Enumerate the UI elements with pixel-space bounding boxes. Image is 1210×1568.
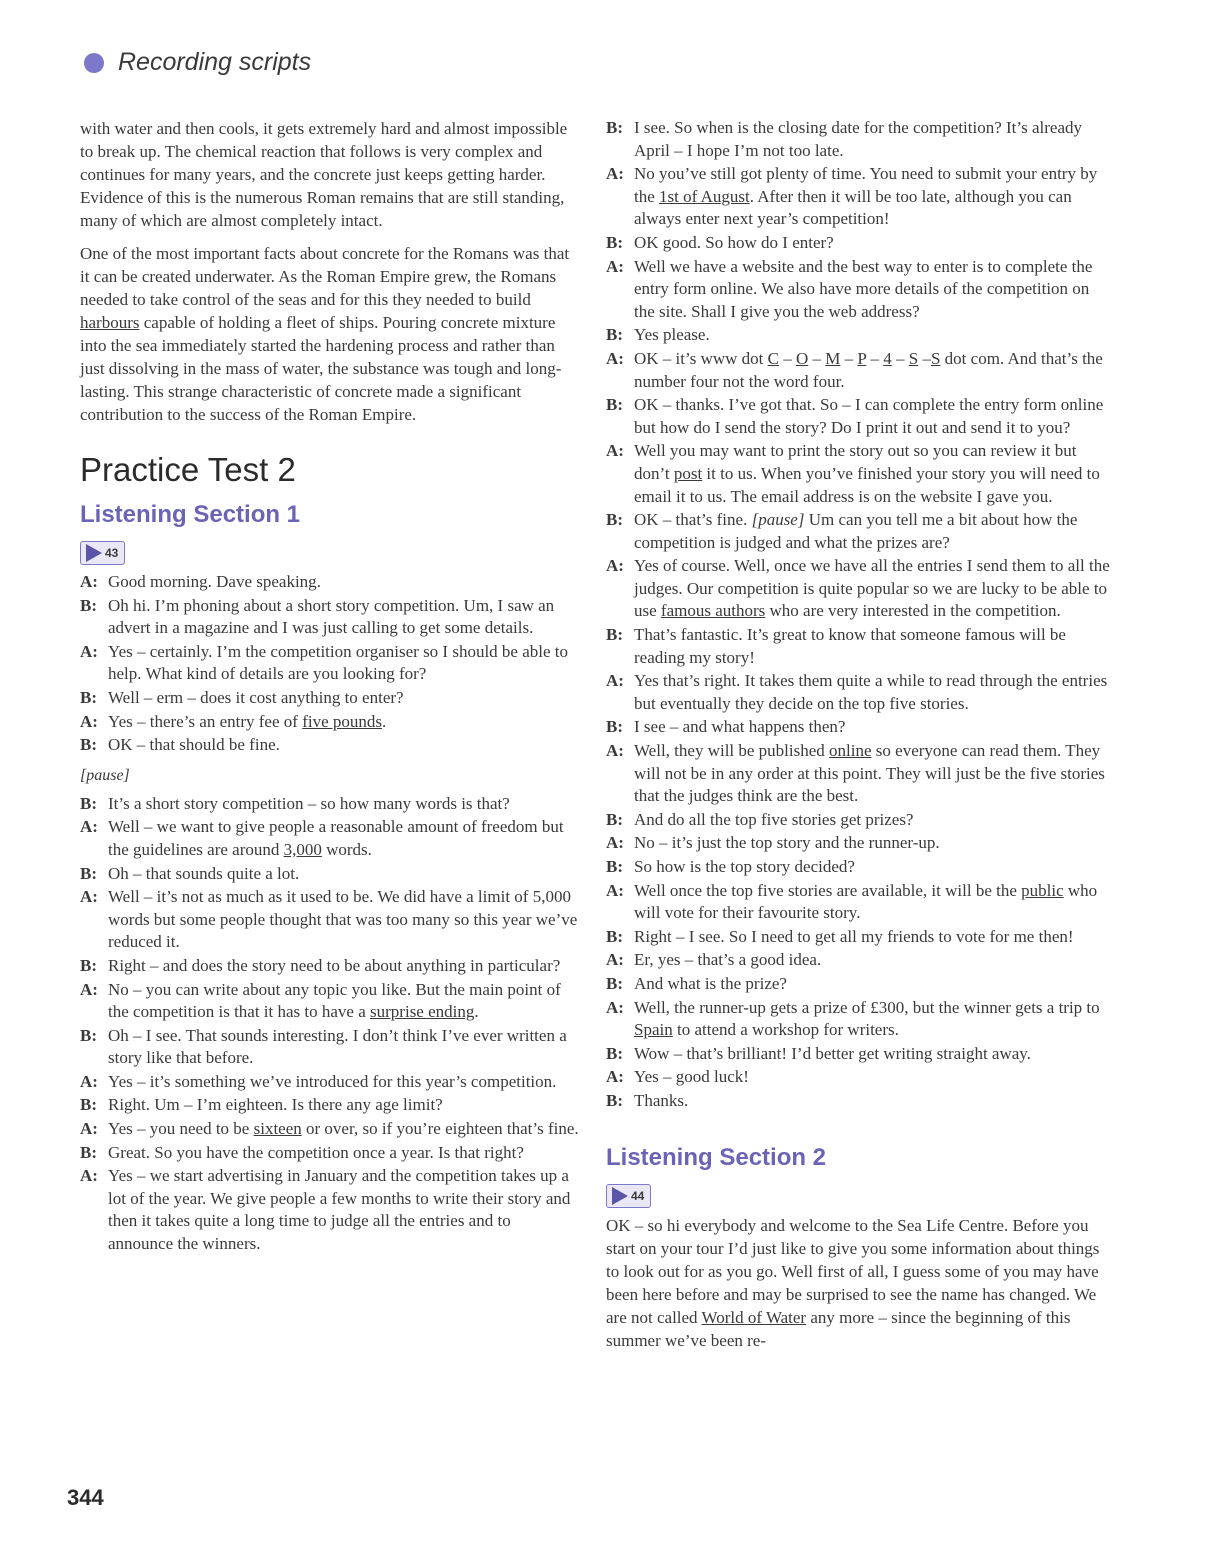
speaker-label: B: (80, 955, 97, 975)
speaker-label: A: (606, 997, 624, 1017)
dialogue-text: OK – that’s fine. [pause] Um can you tell me a bit about how the competition is judged and what the prizes are? (634, 510, 1078, 552)
speaker-label: A: (80, 572, 98, 591)
dialogue-line (606, 1066, 1111, 1089)
speaker-label: B: (606, 118, 623, 137)
test-title: Practice Test 2 (80, 451, 296, 488)
speaker-label: B: (606, 809, 623, 829)
speaker-label: A: (606, 256, 624, 276)
dialogue-text: Right – I see. So I need to get all my friends to vote for me then! (634, 926, 1074, 946)
dialogue-line (80, 711, 580, 734)
speaker-label: A: (80, 979, 98, 999)
dialogue-line (606, 716, 1111, 739)
intro-paragraph: with water and then cools, it gets extremely hard and almost impossible to break up. The chemical reaction that follows is very complex and continues for many years, and the concrete just keeps getting harder. Evidence of this is the numerous Roman remains that are still standing, many of which are almost completely intact. (80, 119, 568, 230)
speaker-label: A: (606, 1067, 624, 1087)
dialogue-line (80, 793, 580, 816)
speaker-label: A: (606, 950, 624, 970)
dialogue-text: Oh hi. I’m phoning about a short story competition. Um, I saw an advert in a magazine and I was just calling to get some details. (108, 595, 555, 638)
section-heading: Listening Section 2 (606, 1143, 827, 1171)
page-header (84, 48, 311, 77)
speaker-label: B: (606, 510, 623, 530)
dialogue-line (606, 949, 1111, 972)
dialogue-block (80, 793, 580, 1256)
dialogue-text: No – you can write about any topic you like. But the main point of the competition is that it has to have a surprise ending. (108, 979, 561, 1022)
pause-marker: [pause] (80, 766, 130, 784)
page-number: 344 (67, 1485, 104, 1510)
dialogue-line (80, 816, 580, 861)
dialogue-line (80, 863, 580, 886)
bullet-dot-icon (84, 53, 104, 73)
dialogue-line (606, 324, 1111, 347)
dialogue-line (606, 555, 1111, 623)
speaker-label: B: (606, 717, 623, 737)
speaker-label: B: (80, 863, 97, 883)
speaker-label: A: (80, 1119, 98, 1139)
dialogue-text: Er, yes – that’s a good idea. (634, 950, 822, 970)
speaker-label: A: (606, 164, 624, 184)
speaker-label: B: (606, 1090, 623, 1110)
dialogue-text: Well we have a website and the best way to enter is to complete the entry form online. We also have more details of the competition on the site. Shall I give you the web address? (634, 256, 1093, 321)
speaker-label: A: (606, 671, 624, 691)
dialogue-line (80, 687, 580, 710)
dialogue-text: Right. Um – I’m eighteen. Is there any age limit? (108, 1095, 443, 1115)
speaker-label: B: (80, 735, 97, 755)
dialogue-text: OK – that should be fine. (108, 735, 280, 755)
body-paragraph: OK – so hi everybody and welcome to the Sea Life Centre. Before you start on your tour I’d just like to give you some information about things to look out for as you go. Well first of all, I guess some of you may have been here before and may be surprised to see the name has changed. We are not called World of Water any more – since the beginning of this summer we’ve been re- (606, 1215, 1100, 1350)
play-icon (612, 1187, 628, 1205)
speaker-label: A: (606, 348, 624, 368)
dialogue-text: Oh – I see. That sounds interesting. I don’t think I’ve ever written a story like that before. (108, 1025, 567, 1068)
dialogue-line (80, 979, 580, 1024)
speaker-label: B: (606, 395, 623, 415)
dialogue-line (80, 1142, 580, 1165)
dialogue-line (606, 740, 1111, 808)
play-icon (86, 544, 102, 562)
dialogue-line (80, 955, 580, 978)
dialogue-line (80, 595, 580, 640)
dialogue-text: So how is the top story decided? (634, 857, 855, 876)
dialogue-text: OK – it’s www dot C – O – M – P – 4 – S –S dot com. And that’s the number four not the word four. (634, 348, 1103, 391)
dialogue-line (606, 232, 1111, 255)
speaker-label: B: (606, 857, 623, 876)
dialogue-text: Well once the top five stories are available, it will be the public who will vote for their favourite story. (634, 880, 1098, 923)
dialogue-text: Yes – it’s something we’ve introduced for this year’s competition. (108, 1071, 557, 1091)
dialogue-line (606, 856, 1111, 879)
dialogue-text: Right – and does the story need to be about anything in particular? (108, 955, 561, 975)
dialogue-line (80, 1118, 580, 1141)
dialogue-line (606, 624, 1111, 669)
dialogue-text: Oh – that sounds quite a lot. (108, 863, 300, 883)
dialogue-text: Well, the runner-up gets a prize of £300, but the winner gets a trip to Spain to attend a workshop for writers. (634, 997, 1100, 1040)
dialogue-text: Yes that’s right. It takes them quite a while to read through the entries but eventually they decide on the top five stories. (634, 671, 1108, 713)
speaker-label: A: (80, 887, 98, 907)
dialogue-line (606, 394, 1111, 439)
dialogue-text: Yes please. (634, 325, 710, 345)
dialogue-line (606, 1090, 1111, 1113)
dialogue-text: And what is the prize? (634, 973, 787, 993)
dialogue-line (606, 973, 1111, 996)
speaker-label: A: (606, 741, 624, 761)
dialogue-line (80, 734, 580, 757)
dialogue-line (606, 809, 1111, 832)
speaker-label: B: (80, 595, 97, 615)
dialogue-text: Well – we want to give people a reasonable amount of freedom but the guidelines are around 3,000 words. (108, 817, 564, 859)
dialogue-text: I see – and what happens then? (634, 717, 846, 737)
speaker-label: B: (606, 232, 623, 252)
dialogue-line (606, 117, 1111, 162)
dialogue-block (80, 571, 580, 757)
speaker-label: B: (606, 625, 623, 645)
dialogue-text: Well you may want to print the story out so you can review it but don’t post it to us. When you’ve finished your story you will need to email it to us. The email address is on the website I gave you. (634, 441, 1100, 506)
speaker-label: A: (80, 641, 98, 661)
dialogue-line (606, 163, 1111, 231)
dialogue-text: Yes of course. Well, once we have all the entries I send them to all the judges. Our competition is quite popular so we are lucky to be able to use famous authors who are very interested in the competition. (634, 556, 1110, 621)
dialogue-line (606, 926, 1111, 949)
dialogue-text: Yes – certainly. I’m the competition organiser so I should be able to help. What kind of details are you looking for? (108, 641, 569, 684)
speaker-label: B: (606, 926, 623, 946)
speaker-label: B: (80, 793, 97, 813)
dialogue-text: Well, they will be published online so everyone can read them. They will not be in any order at this point. They will just be the five stories that the judges think are the best. (634, 741, 1105, 806)
track-number: 44 (631, 1188, 645, 1203)
speaker-label: A: (606, 441, 624, 461)
dialogue-text: Yes – good luck! (634, 1067, 749, 1087)
dialogue-line (606, 348, 1111, 393)
dialogue-line (80, 1025, 580, 1070)
intro-paragraph: One of the most important facts about concrete for the Romans was that it can be created underwater. As the Roman Empire grew, the Romans needed to take control of the seas and for this they needed to build harbours capable of holding a fleet of ships. Pouring concrete mixture into the sea immediately started the hardening process and rather than just dissolving in the mass of water, the substance was tough and long-lasting. This strange characteristic of concrete made a significant contribution to the success of the Roman Empire. (80, 244, 570, 424)
left-column (80, 117, 580, 1257)
speaker-label: A: (80, 711, 98, 731)
dialogue-text: Yes – we start advertising in January and the competition takes up a lot of the year. We give people a few months to write their story and then it takes quite a long time to judge all the entries and to announce the winners. (108, 1166, 571, 1254)
dialogue-line (80, 641, 580, 686)
dialogue-text: Yes – there’s an entry fee of five pounds. (108, 711, 387, 731)
speaker-label: B: (80, 687, 97, 707)
audio-track-button[interactable] (80, 541, 125, 565)
dialogue-text: Good morning. Dave speaking. (108, 572, 321, 591)
dialogue-text: No you’ve still got plenty of time. You need to submit your entry by the 1st of August. After then it will be too late, although you can always enter next year’s competition! (634, 164, 1098, 229)
dialogue-line (80, 1165, 580, 1255)
speaker-label: A: (80, 817, 98, 837)
dialogue-text: Thanks. (634, 1090, 689, 1110)
speaker-label: A: (80, 1071, 98, 1091)
speaker-label: B: (606, 325, 623, 345)
speaker-label: B: (80, 1142, 97, 1162)
dialogue-line (606, 880, 1111, 925)
dialogue-line (606, 670, 1111, 715)
speaker-label: A: (606, 833, 624, 853)
dialogue-text: Great. So you have the competition once a year. Is that right? (108, 1142, 524, 1162)
dialogue-text: Well – it’s not as much as it used to be. We did have a limit of 5,000 words but some people thought that was too many so this year we’ve reduced it. (108, 887, 578, 952)
dialogue-line (606, 832, 1111, 855)
speaker-label: A: (606, 556, 624, 576)
dialogue-line (80, 886, 580, 954)
dialogue-text: Well – erm – does it cost anything to enter? (108, 687, 404, 707)
dialogue-text: It’s a short story competition – so how many words is that? (108, 793, 510, 813)
dialogue-text: I see. So when is the closing date for the competition? It’s already April – I hope I’m not too late. (634, 118, 1083, 160)
track-number: 43 (105, 546, 119, 560)
speaker-label: B: (606, 973, 623, 993)
dialogue-line (606, 1043, 1111, 1066)
dialogue-line (606, 256, 1111, 324)
right-column (606, 117, 1111, 1362)
dialogue-line (606, 997, 1111, 1042)
speaker-label: A: (606, 880, 624, 900)
speaker-label: B: (80, 1095, 97, 1115)
speaker-label: B: (606, 1043, 623, 1063)
audio-track-button[interactable] (606, 1184, 651, 1208)
dialogue-text: No – it’s just the top story and the runner-up. (634, 833, 940, 853)
dialogue-line (606, 440, 1111, 508)
dialogue-line (606, 509, 1111, 554)
dialogue-block (606, 117, 1111, 1113)
speaker-label: A: (80, 1166, 98, 1186)
dialogue-text: And do all the top five stories get prizes? (634, 809, 914, 829)
dialogue-line (80, 571, 580, 594)
dialogue-text: That’s fantastic. It’s great to know that someone famous will be reading my story! (634, 625, 1066, 667)
dialogue-text: Wow – that’s brilliant! I’d better get writing straight away. (634, 1043, 1031, 1063)
dialogue-text: OK – thanks. I’ve got that. So – I can complete the entry form online but how do I send the story? Do I print it out and send it to you? (634, 395, 1104, 437)
dialogue-line (80, 1071, 580, 1094)
dialogue-line (80, 1094, 580, 1117)
dialogue-text: OK good. So how do I enter? (634, 232, 834, 252)
dialogue-text: Yes – you need to be sixteen or over, so if you’re eighteen that’s fine. (108, 1119, 579, 1139)
speaker-label: B: (80, 1025, 97, 1045)
header-title: Recording scripts (118, 48, 312, 76)
section-heading: Listening Section 1 (80, 501, 301, 528)
